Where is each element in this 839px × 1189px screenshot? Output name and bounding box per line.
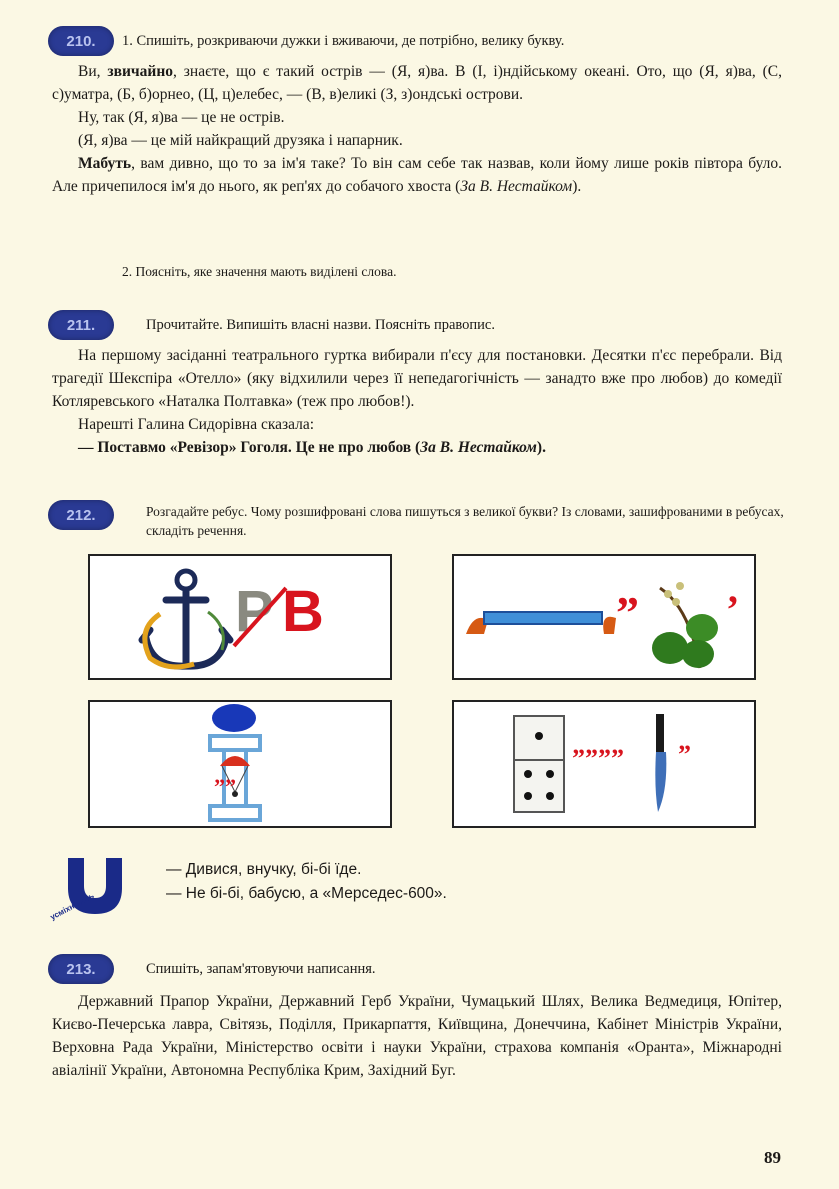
rebus-commas: ” (616, 587, 639, 638)
exercise-210-task2: 2. Поясніть, яке значення мають виділені слова. (122, 264, 397, 279)
exercise-210-task: 1. Спишіть, розкриваючи дужки і вживаючи, де потрібно, велику букву. (122, 33, 565, 49)
exercise-211-task: Прочитайте. Випишіть власні назви. Поясніть правопис. (146, 317, 495, 333)
exercise-210-badge: 210. (48, 26, 114, 56)
rebus-crossed-letter: Р (235, 579, 274, 644)
exercise-213-text: Державний Прапор України, Державний Герб України, Чумацький Шлях, Велика Ведмедиця, Юпітер, Києво-Печерська лавра, Світязь, Поділля, Прикарпаття, Київщина, Донеччина, Кабінет Міністрів України, Верховна Рада України, Міністерство освіти і науки України, страхова компанія «Оранта», Міжнародні авіалінії України, Автономна Республіка Крим, Західний Буг. (52, 993, 782, 1079)
exercise-213-badge: 213. (48, 954, 114, 984)
strike-line (230, 582, 290, 652)
rebus-letter: В (282, 579, 324, 644)
rebus-commas-3: ”” (214, 774, 236, 799)
joke-line-1: — Дивися, внучку, бі-бі їде. (166, 861, 362, 878)
rebus-comma-4b: ” (678, 740, 691, 769)
knife-icon (640, 710, 680, 820)
rebus-commas-4: ”””” (572, 744, 624, 773)
rebus-domino-knife (452, 700, 756, 828)
joke-line-2: — Не бі-бі, бабусю, а «Мерседес-600». (166, 885, 447, 902)
exercise-210-text: Ви, звичайно, знаєте, що є такий острів — (Я, я)ва. В (І, і)ндійському океані. Ото, що (Я, я)ва, (С, с)уматра, (Б, б)орнео, (Ц, ц)елебес, — (В, в)еликі (З, з)ондські острови. Ну, так (Я, я)ва — це не острів. (Я, я)ва — це мій найкращий друзяка і напарник. Мабуть, вам дивно, що то за ім'я таке? То він сам себе так назвав, коли йому лише років півтора було. Але причепилося ім'я до нього, як реп'ях до собачого хвоста (За В. Нестайком). (52, 63, 782, 195)
parachute-letter-icon (90, 702, 390, 826)
exercise-212-task: Розгадайте ребус. Чому розшифровані слова пишуться з великої букви? Із словами, зашифрованими в ребусах, складіть речення. (146, 504, 784, 538)
smile-logo-label: усміхнімось (48, 891, 96, 922)
rebus-parachute (88, 700, 392, 828)
exercise-213-task: Спишіть, запам'ятовуючи написання. (146, 961, 376, 977)
rebus-bench-linden (452, 554, 756, 680)
joke-dialog (166, 858, 447, 906)
exercise-211-text: На першому засіданні театрального гуртка вибирали п'єсу для постановки. Десятки п'єс перебрали. Від трагедії Шекспіра «Отелло» (яку відхилили через її непедагогічність — занадто вже про любов) до комедії Котляревського «Наталка Полтавка» (теж про любов!). Нарешті Галина Сидорівна сказала: — Поставмо «Ревізор» Гоголя. Це не про любов (За В. Нестайком). (52, 347, 782, 456)
exercise-211-badge: 211. (48, 310, 114, 340)
rebus-comma-2: ’ (726, 587, 740, 632)
rebus-anchor (88, 554, 392, 680)
exercise-212-badge: 212. (48, 500, 114, 530)
page-number: 89 (764, 1148, 781, 1167)
linden-branch-icon (640, 558, 740, 678)
